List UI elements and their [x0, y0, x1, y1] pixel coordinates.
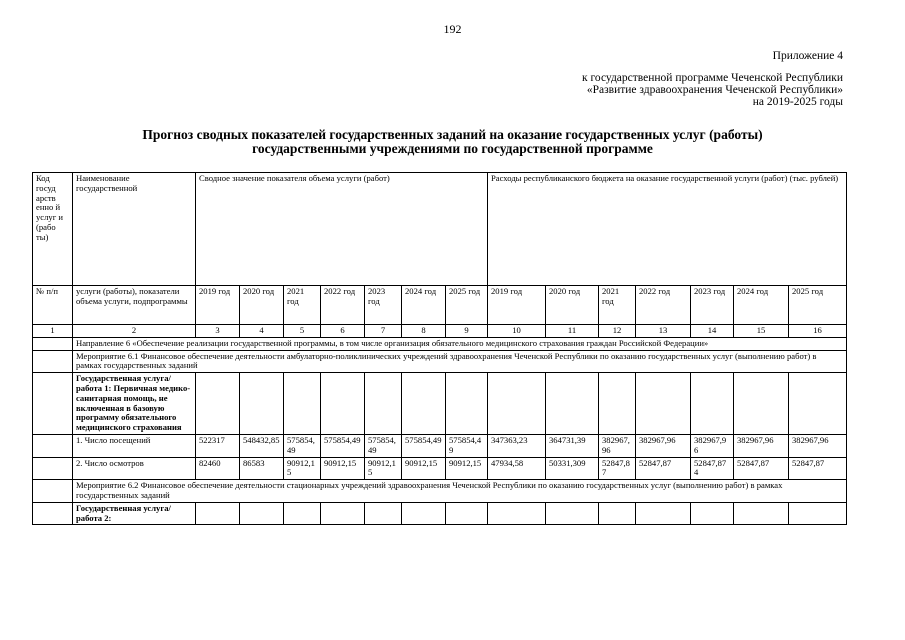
header-year: 2022 год	[321, 286, 365, 325]
empty-cell	[240, 502, 284, 525]
appendix-reference	[582, 72, 843, 108]
blank-cell	[33, 337, 73, 350]
blank-cell	[33, 457, 73, 480]
table-cell-value: 52847,87	[789, 457, 847, 480]
header-year: 2025 год	[789, 286, 847, 325]
empty-cell	[691, 502, 734, 525]
column-number: 9	[446, 325, 488, 338]
direction-6: Направление 6 «Обеспечение реализации государственной программы, в том числе организация обязательного медицинского страхования граждан Российской Федерации»	[73, 337, 847, 350]
column-number: 15	[734, 325, 789, 338]
empty-cell	[636, 502, 691, 525]
activity-6-2: Мероприятие 6.2 Финансовое обеспечение деятельности стационарных учреждений здравоохранения Чеченской Республики по оказанию государственных услуг (выполнению работ) в рамках государственных заданий	[73, 480, 847, 503]
header-year: 2023 год	[365, 286, 402, 325]
header-row-years	[33, 286, 847, 325]
table-cell-value: 382967,96	[691, 434, 734, 457]
table-cell-value: 90912,15	[446, 457, 488, 480]
header-year: 2023 год	[691, 286, 734, 325]
table-cell-value: 575854,49	[284, 434, 321, 457]
service-2: Государственная услуга/работа 2:	[73, 502, 196, 525]
column-number: 8	[402, 325, 446, 338]
column-number: 11	[546, 325, 599, 338]
table-cell-value: 47934,58	[488, 457, 546, 480]
empty-cell	[321, 502, 365, 525]
header-year: 2019 год	[488, 286, 546, 325]
table-cell-value: 52847,874	[691, 457, 734, 480]
empty-cell	[446, 373, 488, 435]
empty-cell	[284, 502, 321, 525]
appendix-line: на 2019-2025 годы	[752, 96, 843, 108]
table-row	[33, 434, 847, 457]
empty-cell	[402, 373, 446, 435]
column-number: 1	[33, 325, 73, 338]
column-number: 4	[240, 325, 284, 338]
table-cell-value: 575854,49	[365, 434, 402, 457]
empty-cell	[365, 373, 402, 435]
table-cell-value: 382967,96	[599, 434, 636, 457]
service-row	[33, 502, 847, 525]
table-cell-value: 347363,23	[488, 434, 546, 457]
column-number: 3	[196, 325, 240, 338]
column-number: 10	[488, 325, 546, 338]
table-cell-value: 90912,15	[365, 457, 402, 480]
blank-cell	[33, 502, 73, 525]
column-number: 13	[636, 325, 691, 338]
table-cell-value: 575854,49	[446, 434, 488, 457]
title-line: Прогноз сводных показателей государственных заданий на оказание государственных услуг (работы)	[142, 127, 763, 142]
table-cell-value: 52847,87	[636, 457, 691, 480]
header-year: 2021 год	[599, 286, 636, 325]
header-name: Наименование государственной	[73, 173, 196, 286]
column-number: 6	[321, 325, 365, 338]
header-code: Код госуд арств енно й услуг и (рабо ты)	[33, 173, 73, 286]
title-line: государственными учреждениями по государственной программе	[252, 141, 653, 156]
empty-cell	[789, 373, 847, 435]
empty-cell	[196, 502, 240, 525]
table-cell-value: 82460	[196, 457, 240, 480]
column-numbers-row	[33, 325, 847, 338]
table-cell-value: 575854,49	[402, 434, 446, 457]
indicator-name: 1. Число посещений	[73, 434, 196, 457]
blank-cell	[33, 373, 73, 435]
table-cell-value: 522317	[196, 434, 240, 457]
header-year: 2024 год	[402, 286, 446, 325]
empty-cell	[734, 373, 789, 435]
header-expenses: Расходы республиканского бюджета на оказание государственной услуги (работ) (тыс. рублей)	[488, 173, 847, 286]
table-cell-value: 382967,96	[734, 434, 789, 457]
activity-6-1: Мероприятие 6.1 Финансовое обеспечение деятельности амбулаторно-поликлинических учреждений здравоохранения Чеченской Республики по оказанию государственных услуг (выполнению работ) в рамках государственных заданий	[73, 350, 847, 373]
blank-cell	[33, 480, 73, 503]
table-cell-value: 52847,87	[734, 457, 789, 480]
column-number: 5	[284, 325, 321, 338]
empty-cell	[284, 373, 321, 435]
header-year: 2021 год	[284, 286, 321, 325]
empty-cell	[196, 373, 240, 435]
table-cell-value: 364731,39	[546, 434, 599, 457]
service-1: Государственная услуга/работа 1: Первичная медико-санитарная помощь, не включенная в базовую программу обязательного медицинского страхования	[73, 373, 196, 435]
document-title	[60, 128, 845, 156]
header-year: 2024 год	[734, 286, 789, 325]
table-cell-value: 382967,96	[789, 434, 847, 457]
column-number: 2	[73, 325, 196, 338]
activity-row	[33, 480, 847, 503]
activity-row	[33, 350, 847, 373]
appendix-line: «Развитие здравоохранения Чеченской Республики»	[586, 84, 843, 96]
header-year: 2022 год	[636, 286, 691, 325]
table-cell-value: 90912,15	[321, 457, 365, 480]
forecast-table	[32, 172, 847, 525]
header-number: № п/п	[33, 286, 73, 325]
column-number: 14	[691, 325, 734, 338]
empty-cell	[599, 373, 636, 435]
header-service-name: услуги (работы), показатели объема услуги, подпрограммы	[73, 286, 196, 325]
table-cell-value: 382967,96	[636, 434, 691, 457]
appendix-title: Приложение 4	[772, 50, 843, 62]
empty-cell	[691, 373, 734, 435]
header-year: 2020 год	[546, 286, 599, 325]
table-cell-value: 86583	[240, 457, 284, 480]
empty-cell	[734, 502, 789, 525]
table-cell-value: 52847,87	[599, 457, 636, 480]
empty-cell	[365, 502, 402, 525]
column-number: 7	[365, 325, 402, 338]
empty-cell	[599, 502, 636, 525]
page-number: 192	[443, 22, 462, 36]
table-cell-value: 50331,309	[546, 457, 599, 480]
empty-cell	[789, 502, 847, 525]
empty-cell	[446, 502, 488, 525]
empty-cell	[546, 502, 599, 525]
blank-cell	[33, 434, 73, 457]
blank-cell	[33, 350, 73, 373]
empty-cell	[488, 373, 546, 435]
column-number: 12	[599, 325, 636, 338]
empty-cell	[321, 373, 365, 435]
empty-cell	[402, 502, 446, 525]
header-year: 2020 год	[240, 286, 284, 325]
appendix-line: к государственной программе Чеченской Республики	[582, 72, 843, 84]
header-row-top	[33, 173, 847, 286]
direction-row	[33, 337, 847, 350]
empty-cell	[546, 373, 599, 435]
header-year: 2025 год	[446, 286, 488, 325]
empty-cell	[488, 502, 546, 525]
header-volume: Сводное значение показателя объема услуги (работ)	[196, 173, 488, 286]
service-row	[33, 373, 847, 435]
indicator-name: 2. Число осмотров	[73, 457, 196, 480]
table-cell-value: 90912,15	[284, 457, 321, 480]
header-year: 2019 год	[196, 286, 240, 325]
table-cell-value: 548432,85	[240, 434, 284, 457]
table-row	[33, 457, 847, 480]
table-cell-value: 90912,15	[402, 457, 446, 480]
column-number: 16	[789, 325, 847, 338]
empty-cell	[636, 373, 691, 435]
table-cell-value: 575854,49	[321, 434, 365, 457]
empty-cell	[240, 373, 284, 435]
